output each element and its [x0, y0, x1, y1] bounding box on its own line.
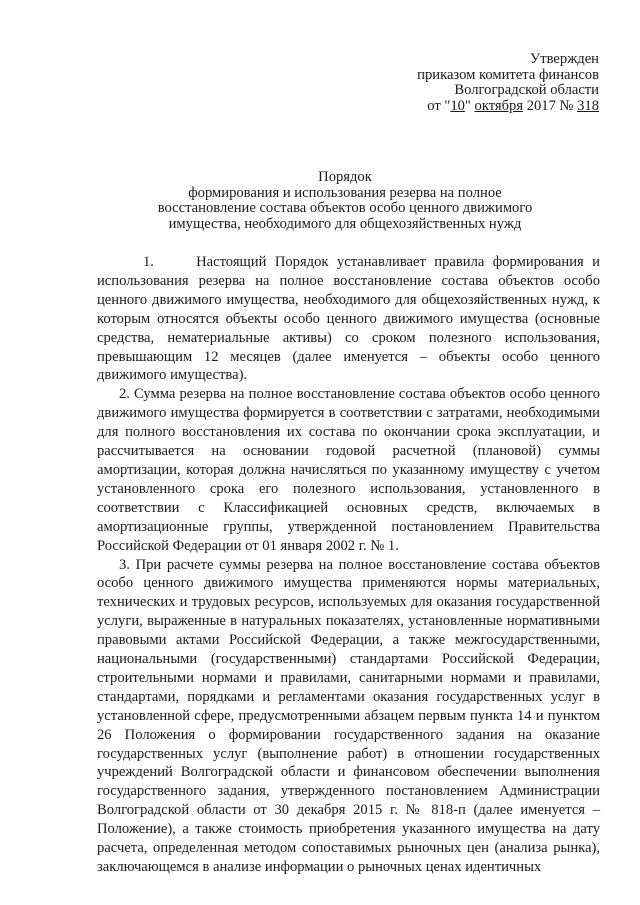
title-line-2: формирования и использования резерва на полное — [188, 184, 502, 201]
approval-date-day: 10 — [450, 97, 465, 114]
document-body — [97, 253, 604, 877]
approval-order-number: 318 — [577, 97, 599, 114]
approval-date-prefix: от " — [427, 97, 451, 114]
approval-date-month: октября — [474, 97, 524, 114]
title-line-1: Порядок — [318, 169, 372, 185]
document-title — [95, 170, 595, 232]
approval-line-region: Волгоградской области — [454, 82, 599, 98]
paragraph-2: 2. Сумма резерва на полное восстановление состава объектов особо ценного движимого имущества формируется в соответствии с затратами, необходимыми для полного восстановления их состава по окончании срока эксплуатации, и рассчитывается на основании годовой расчетной (плановой) суммы амортизации, которая должна начисляться по указанному имуществу с учетом установленного срока его полезного использования, установленного в соответствии с Классификацией основных средств, включаемых в амортизационные группы, утвержденной постановлением Правительства Российской Федерации от 01 января 2002 г. № 1. — [97, 386, 600, 554]
approval-date-year: 2017 № — [523, 97, 578, 114]
approval-line-approved: Утвержден — [529, 51, 599, 67]
title-line-4: имущества, необходимого для общехозяйственных нужд — [168, 215, 522, 232]
approval-date-mid: " — [464, 97, 475, 114]
approval-line-date — [417, 99, 599, 115]
paragraph-1: 1. Настоящий Порядок устанавливает правила формирования и использования резерва на полное восстановление состава объектов особо ценного движимого имущества, необходимого для общехозяйственных нужд, к которым относятся объекты особо ценного движимого имущества (основные средства, нематериальные активы) со сроком полезного использования, превышающим 12 месяцев (далее именуется – объекты особо ценного движимого имущества). — [97, 254, 604, 384]
approval-line-order: приказом комитета финансов — [417, 66, 599, 83]
approval-stamp-block — [417, 52, 599, 114]
paragraph-3: 3. При расчете суммы резерва на полное восстановление состава объектов особо ценного движимого имущества применяются нормы материальных, технических и трудовых ресурсов, используемых для оказания государственной услуги, выраженные в натуральных показателях, установленные нормативными правовыми актами Российской Федерации, а также межгосударственными, национальными (государственными) стандартами Российской Федерации, строительными нормами и правилами, санитарными нормами и правилами, стандартами, порядками и регламентами оказания государственных услуг в установленной сфере, предусмотренными абзацем первым пункта 14 и пунктом 26 Положения о формировании государственного задания на оказание государственных услуг (выполнение работ) в отношении государственных учреждений Волгоградской области и финансовом обеспечении выполнения государственного задания, утвержденного постановлением Администрации Волгоградской области от 30 декабря 2015 г. № 818-п (далее именуется – Положение), а также стоимость приобретения указанного имущества на дату расчета, определенная методом сопоставимых рыночных цен (анализа рынка), заключающемся в анализе информации о рыночных ценах идентичных — [97, 556, 600, 875]
title-line-3: восстановление состава объектов особо ценного движимого — [157, 200, 533, 216]
